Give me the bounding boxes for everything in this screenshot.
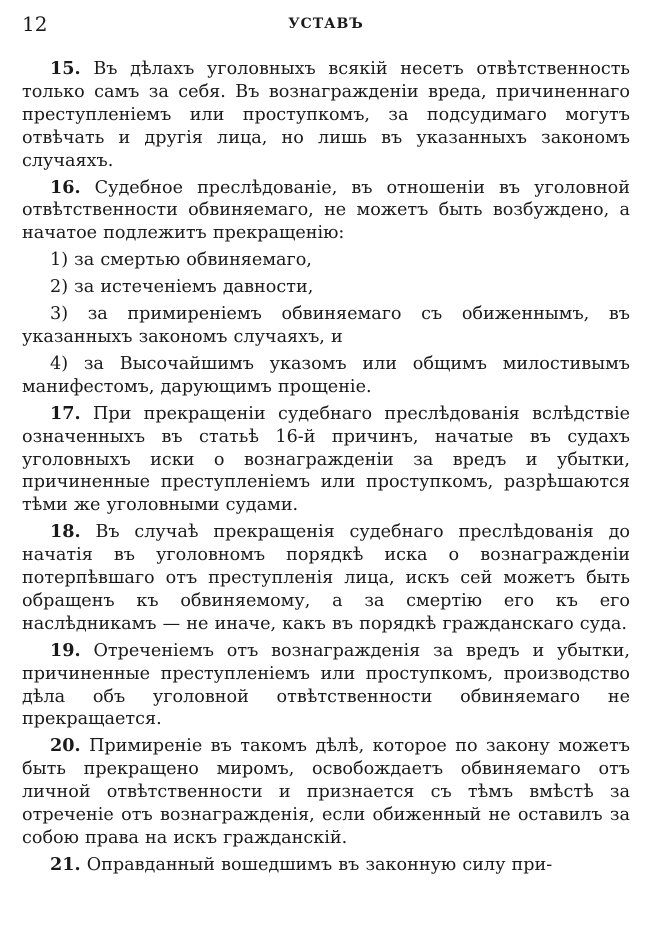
article-19 bbox=[22, 640, 630, 732]
article-number: 16. bbox=[50, 176, 81, 198]
article-text: Въ случаѣ прекращенія судебнаго преслѣдованія до начатія въ уголовномъ порядкѣ иска о вознагражденіи потерпѣвшаго отъ преступленія лица, искъ сей можетъ быть обращенъ къ обвиняемому, а за смертію его къ его наслѣдникамъ — не иначе, какъ въ порядкѣ гражданскаго суда. bbox=[22, 522, 631, 634]
article-18 bbox=[22, 521, 630, 636]
page-body bbox=[22, 58, 630, 877]
article-text: Судебное преслѣдованіе, въ отношеніи въ уголовной отвѣтственности обвиняемаго, не можетъ быть возбуждено, а начатое подлежитъ прекращенію: bbox=[22, 177, 631, 244]
article-number: 18. bbox=[50, 521, 81, 543]
article-20 bbox=[22, 735, 630, 850]
article-number: 19. bbox=[50, 639, 81, 661]
article-16-item-1: 1) за смертью обвиняемаго, bbox=[50, 250, 312, 271]
article-text: Примиреніе въ такомъ дѣлѣ, которое по закону можетъ быть прекращено миромъ, освобождаетъ обвиняемаго отъ личной отвѣтственности и признается съ тѣмъ вмѣстѣ за отреченіе отъ вознагражденія, если обиженный не оставилъ за собою права на искъ гражданскій. bbox=[22, 736, 631, 848]
article-16 bbox=[22, 177, 630, 246]
article-number: 15. bbox=[50, 58, 81, 79]
running-head bbox=[22, 12, 630, 40]
article-number: 17. bbox=[50, 402, 81, 424]
page-number: 12 bbox=[22, 12, 48, 36]
article-number: 21. bbox=[50, 853, 81, 875]
article-text: Оправданный вошедшимъ въ законную силу при- bbox=[86, 854, 553, 875]
article-text: При прекращеніи судебнаго преслѣдованія вслѣдствіе означенныхъ въ статьѣ 16-й причинъ, начатые въ судахъ уголовныхъ иски о вознагражденіи за вредъ и убытки, причиненные преступленіемъ или проступкомъ, разрѣшаются тѣми же уголовными судами. bbox=[22, 403, 630, 516]
running-title: УСТАВЪ bbox=[288, 16, 364, 32]
article-16-item-3: 3) за примиреніемъ обвиняемаго съ обиженнымъ, въ указанныхъ закономъ случаяхъ, и bbox=[22, 304, 630, 347]
article-17 bbox=[22, 403, 630, 518]
article-text: Отреченіемъ отъ вознагражденія за вредъ и убытки, причиненные преступленіемъ или проступкомъ, производство дѣла объ уголовной отвѣтственности обвиняемаго не прекращается. bbox=[22, 640, 630, 730]
article-text: Въ дѣлахъ уголовныхъ всякій несетъ отвѣтственность только самъ за себя. Въ вознагражденіи вреда, причиненнаго преступленіемъ или проступкомъ, за подсудимаго могутъ отвѣчать и другія лица, но лишь въ указанныхъ закономъ случаяхъ. bbox=[22, 59, 631, 171]
article-15 bbox=[22, 58, 630, 173]
article-number: 20. bbox=[50, 735, 81, 757]
article-21 bbox=[22, 854, 630, 877]
article-16-item-4: 4) за Высочайшимъ указомъ или общимъ милостивымъ манифестомъ, дарующимъ прощеніе. bbox=[22, 353, 630, 397]
article-16-item-2: 2) за истеченіемъ давности, bbox=[50, 277, 314, 298]
